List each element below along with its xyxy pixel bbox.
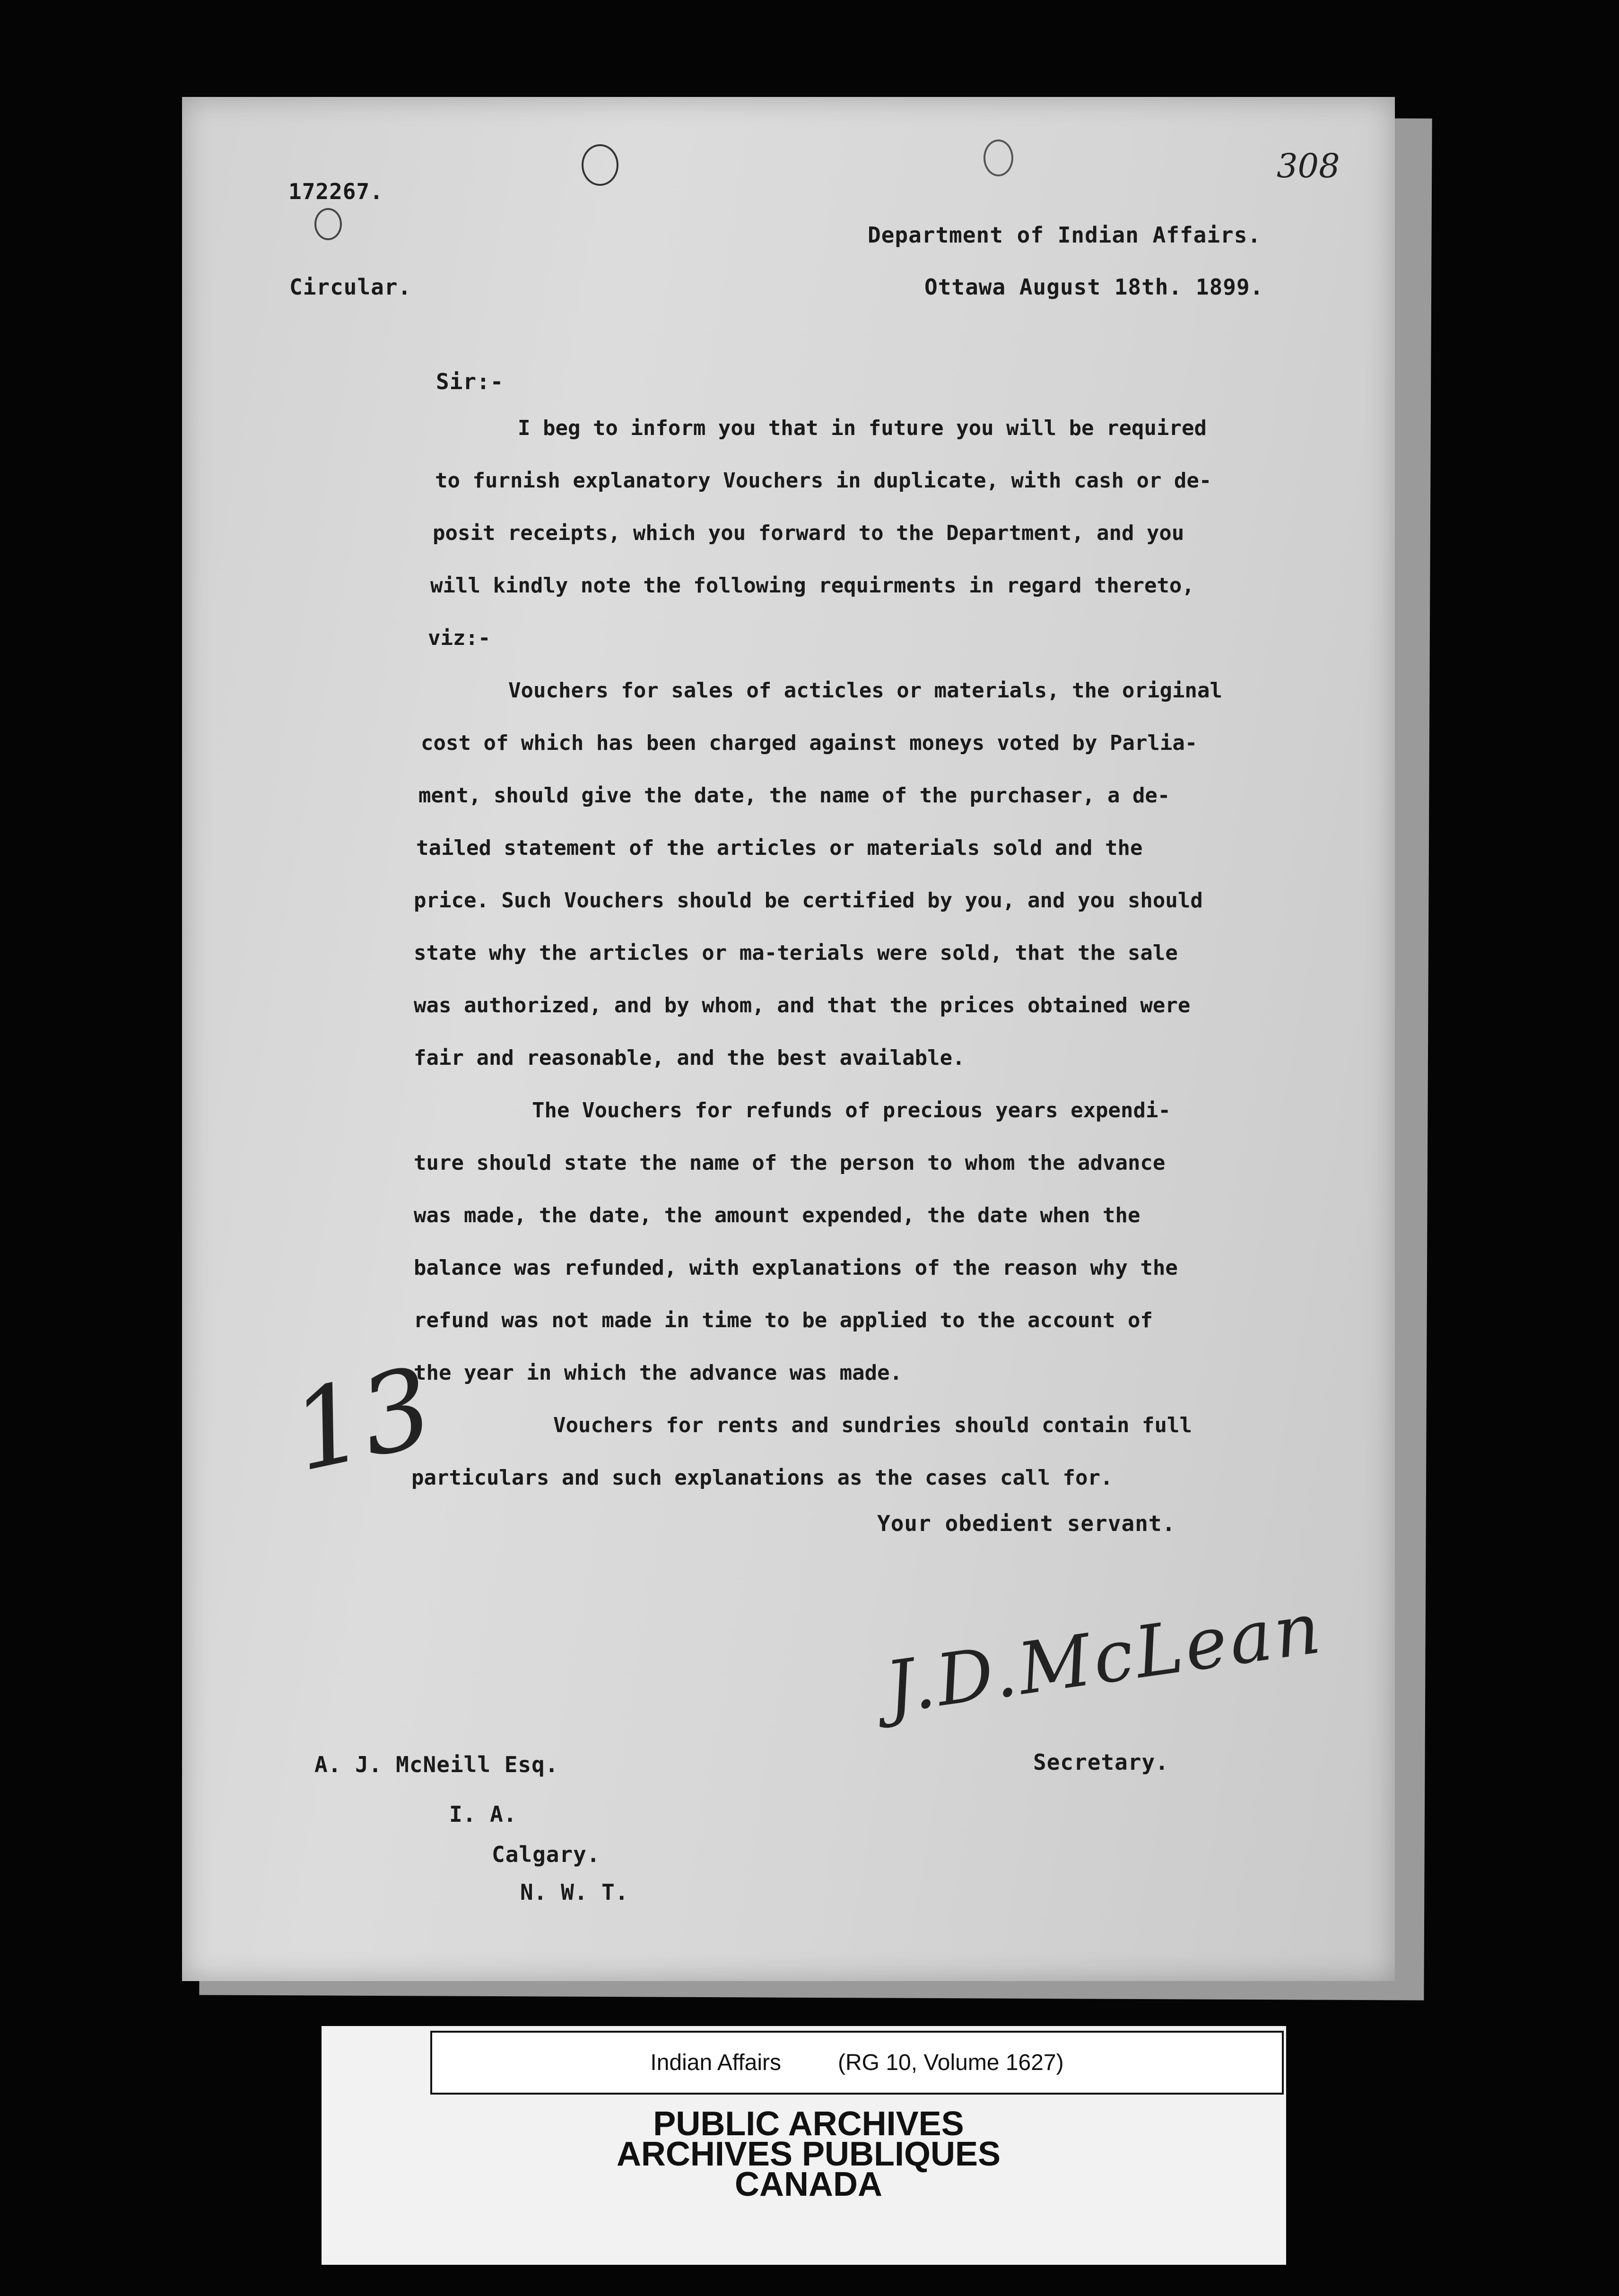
closing: Your obedient servant.: [877, 1511, 1176, 1536]
salutation: Sir:-: [436, 369, 504, 394]
archive-reference-box: [430, 2031, 1284, 2095]
addressee-city: Calgary.: [492, 1842, 601, 1867]
addressee-title: I. A.: [449, 1801, 517, 1827]
archive-reference-line: [650, 2050, 1063, 2076]
body-line: The Vouchers for refunds of precious years expendi-: [532, 1098, 1171, 1122]
archives-line-1: PUBLIC ARCHIVES: [653, 2105, 964, 2143]
body-line: Vouchers for rents and sundries should contain full: [553, 1413, 1192, 1437]
body-line: ment, should give the date, the name of the purchaser, a de-: [418, 783, 1170, 808]
letter-body: [239, 402, 1326, 1504]
handwritten-number: 13: [281, 1344, 444, 1496]
body-line: I beg to inform you that in future you will be required: [518, 416, 1207, 440]
punch-hole: [984, 139, 1013, 176]
body-line: was authorized, and by whom, and that the prices obtained were: [414, 993, 1191, 1018]
body-line: Vouchers for sales of acticles or materials, the original: [508, 678, 1222, 703]
fonds-name: Indian Affairs: [650, 2050, 782, 2075]
body-line: will kindly note the following requirments in regard thereto,: [430, 574, 1194, 598]
body-line: to furnish explanatory Vouchers in duplicate, with cash or de-: [435, 469, 1212, 493]
folio-number: 308: [1277, 147, 1340, 185]
archives-stamp: [506, 2105, 1111, 2203]
punch-hole: [582, 144, 618, 186]
body-line: the year in which the advance was made.: [414, 1361, 903, 1385]
body-line: balance was refunded, with explanations of the reason why the: [414, 1256, 1178, 1280]
addressee-territory: N. W. T.: [520, 1879, 629, 1905]
addressee-name: A. J. McNeill Esq.: [314, 1752, 559, 1777]
body-line: ture should state the name of the person to whom the advance: [414, 1151, 1166, 1175]
body-line: tailed statement of the articles or materials sold and the: [416, 836, 1143, 860]
body-line: posit receipts, which you forward to the Department, and you: [433, 521, 1184, 545]
archives-line-2: ARCHIVES PUBLIQUES: [616, 2135, 1001, 2173]
body-line: refund was not made in time to be applied to the account of: [414, 1308, 1153, 1332]
place-date: Ottawa August 18th. 1899.: [924, 274, 1264, 300]
circular-label: Circular.: [289, 274, 412, 300]
volume-reference: (RG 10, Volume 1627): [838, 2050, 1064, 2075]
signature: J.D.McLean: [880, 1587, 1328, 1730]
body-line: particulars and such explanations as the cases call for.: [411, 1466, 1113, 1490]
body-line: cost of which has been charged against moneys voted by Parlia-: [421, 731, 1198, 755]
signer-title: Secretary.: [1033, 1749, 1169, 1775]
department-heading: Department of Indian Affairs.: [868, 222, 1262, 248]
body-line: viz:-: [428, 626, 491, 650]
file-number: 172267.: [288, 179, 383, 204]
archives-line-3: CANADA: [735, 2166, 882, 2203]
body-line: price. Such Vouchers should be certified by you, and you should: [414, 888, 1203, 913]
punch-hole: [314, 208, 342, 240]
body-line: state why the articles or ma-terials were sold, that the sale: [414, 941, 1178, 965]
body-line: fair and reasonable, and the best available.: [414, 1046, 965, 1070]
body-line: was made, the date, the amount expended, the date when the: [414, 1203, 1140, 1227]
